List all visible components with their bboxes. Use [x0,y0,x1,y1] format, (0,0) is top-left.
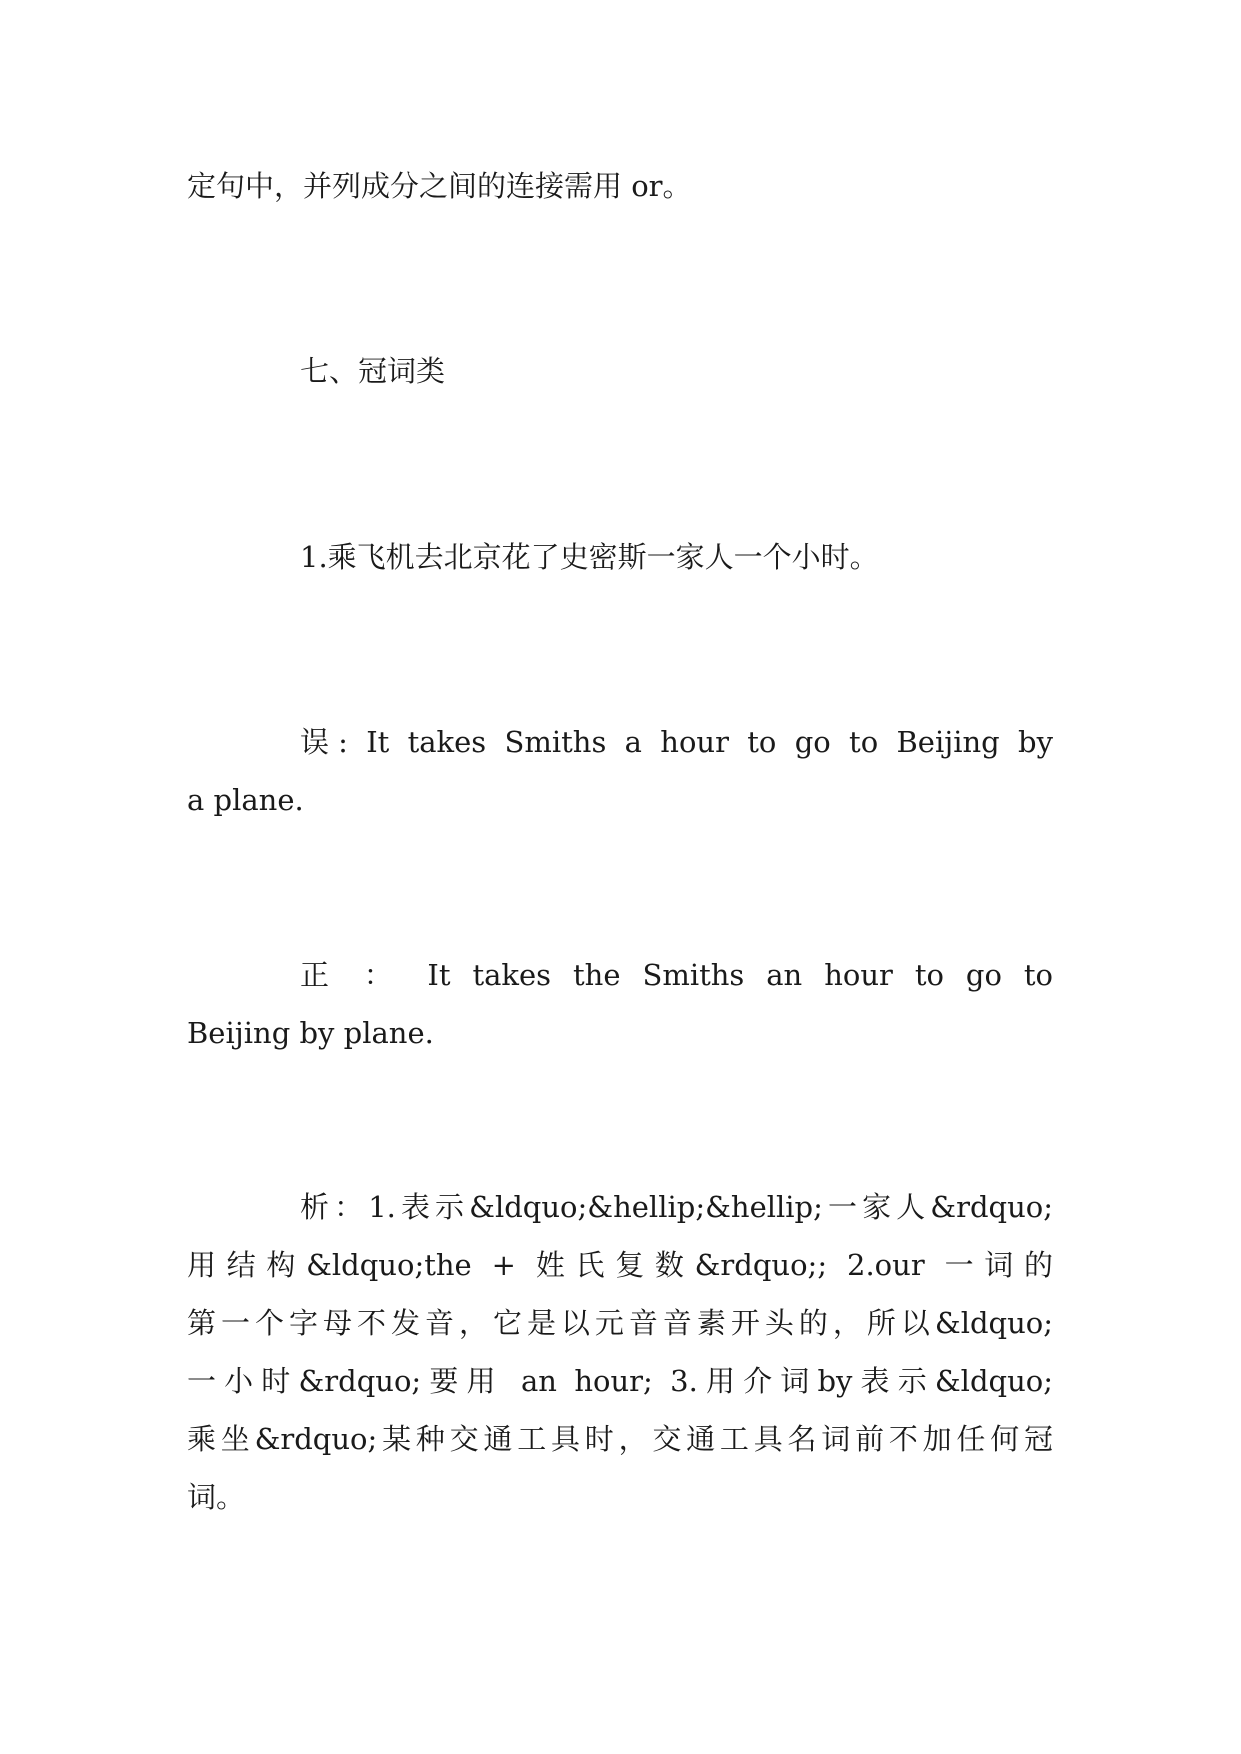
correct-sentence-line-1: 正 ： It takes the Smiths an hour to go to [300,958,1053,992]
correct-sentence-line-2: Beijing by plane. [187,1016,434,1050]
continuation-text: 定句中，并列成分之间的连接需用 or。 [187,169,692,203]
analysis-line-5: 乘坐&rdquo;某种交通工具时，交通工具名词前不加任何冠 [187,1422,1053,1456]
analysis-line-1: 析：1.表示&ldquo;&hellip;&hellip;一家人&rdquo; [300,1190,1053,1224]
wrong-sentence-line-1: 误: It takes Smiths a hour to go to Beijing by [300,725,1053,759]
analysis-line-6: 词。 [187,1480,246,1514]
analysis-line-3: 第一个字母不发音，它是以元音音素开头的，所以&ldquo; [187,1306,1053,1340]
section-heading: 七、冠词类 [300,354,446,388]
wrong-sentence-line-2: a plane. [187,783,304,817]
item-title: 1.乘飞机去北京花了史密斯一家人一个小时。 [300,540,879,574]
analysis-line-4: 一小时&rdquo;要用 an hour; 3.用介词by表示&ldquo; [187,1364,1053,1398]
analysis-line-2: 用结构&ldquo;the + 姓氏复数&rdquo;; 2.our 一词的 [187,1248,1053,1282]
